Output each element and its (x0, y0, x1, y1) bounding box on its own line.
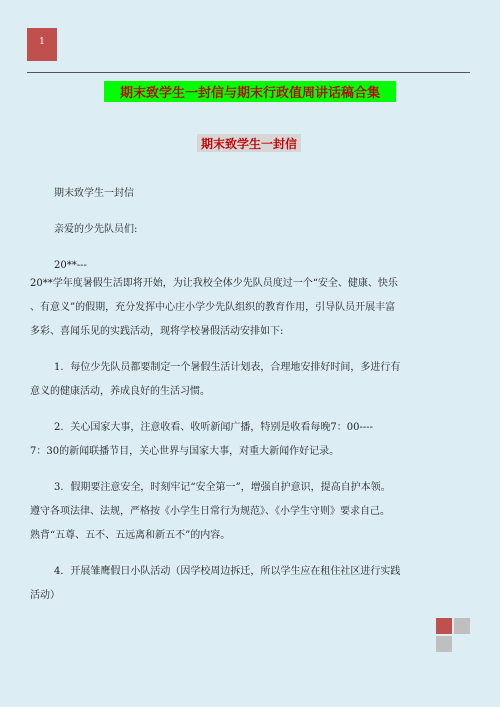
letter-body (30, 182, 472, 608)
intro-line: 20**学年度暑假生活即将开始，为让我校全体少先队员度过一个“安全、健康、快乐 (30, 278, 398, 289)
document-title: 期末致学生一封信与期末行政值周讲话稿合集 (104, 81, 396, 102)
letter-greeting: 亲爱的少先队员们: (54, 224, 138, 235)
corner-square-grey (436, 636, 452, 652)
page-number: 1 (39, 37, 45, 47)
item-4-line: 4．开展雏鹰假日小队活动（因学校周边拆迁，所以学生应在租住社区进行实践 (54, 566, 401, 577)
letter-heading: 期末致学生一封信 (54, 188, 134, 199)
item-3-line: 遵守各项法律、法规，严格按《小学生日常行为规范》、《小学生守则》要求自己。 (30, 506, 390, 517)
intro-line: 多彩、喜闻乐见的实践活动，现将学校暑假活动安排如下: (30, 326, 284, 337)
corner-decoration (436, 618, 470, 652)
page-number-badge (27, 28, 57, 61)
item-3-line: 3．假期要注意安全，时刻牢记“安全第一”，增强自护意识，提高自护本领。 (54, 482, 391, 493)
header-divider (27, 72, 470, 73)
item-3-line: 熟背“五尊、五不、五远离和新五不”的内容。 (30, 530, 231, 541)
item-2-line: 2．关心国家大事，注意收看、收听新闻广播，特别是收看每晚7：00---- (54, 422, 373, 433)
item-1-line: 意义的健康活动，养成良好的生活习惯。 (30, 386, 210, 397)
corner-square-grey (454, 618, 470, 634)
intro-line: 、有意义”的假期，充分发挥中心庄小学少先队组织的教育作用，引导队员开展丰富 (30, 302, 396, 313)
item-1-line: 1．每位少先队员都要制定一个暑假生活计划表，合理地安排好时间，多进行有 (54, 362, 401, 373)
item-2-line: 7：30的新闻联播节目，关心世界与国家大事，对重大新闻作好记录。 (30, 446, 340, 457)
section-title: 期末致学生一封信 (197, 134, 301, 152)
corner-square-red (436, 618, 452, 634)
item-4-line: 活动） (30, 590, 60, 601)
letter-date: 20**--- (54, 260, 87, 271)
